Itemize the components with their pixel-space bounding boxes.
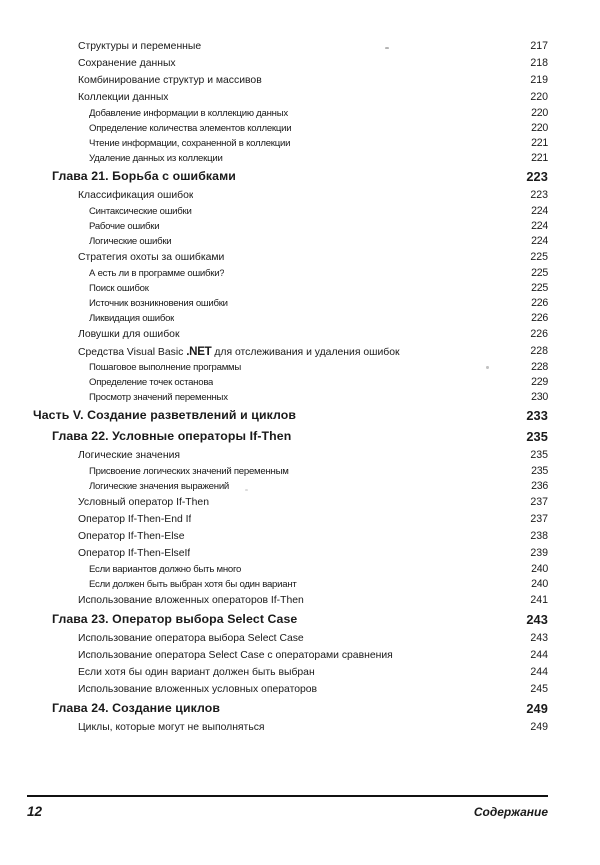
toc-entry-page-number: 221 (531, 137, 548, 149)
footer-page-number: 12 (27, 804, 43, 819)
toc-entry-title: Присвоение логических значений переменным (89, 466, 289, 477)
page-footer (27, 795, 548, 819)
toc-entry[interactable] (0, 464, 600, 479)
toc-entry-title: Удаление данных из коллекции (89, 153, 223, 164)
footer-section-name: Содержание (473, 805, 548, 819)
toc-entry[interactable] (0, 577, 600, 592)
toc-entry-page-number: 241 (530, 594, 548, 606)
toc-entry-title: Если хотя бы один вариант должен быть выбран (78, 667, 315, 678)
toc-entry[interactable] (0, 343, 600, 360)
toc-entry-page-number: 236 (531, 480, 548, 492)
toc-entry[interactable] (0, 72, 600, 89)
toc-entry-title: Определение количества элементов коллекции (89, 123, 292, 134)
toc-entry-page-number: 224 (531, 220, 548, 232)
toc-entry-title: Логические ошибки (89, 236, 172, 247)
toc-entry[interactable] (0, 360, 600, 375)
toc-entry-page-number: 228 (531, 361, 548, 373)
toc-entry-page-number: 249 (530, 721, 548, 733)
toc-entry-title: Ликвидация ошибок (89, 313, 175, 324)
toc-entry-page-number: 225 (530, 251, 548, 263)
toc-entry[interactable] (0, 204, 600, 219)
toc-entry[interactable] (0, 55, 600, 72)
toc-entry[interactable] (0, 698, 600, 719)
toc-entry[interactable] (0, 479, 600, 494)
toc-entry-page-number: 225 (531, 267, 548, 279)
toc-entry-title: Условный оператор If-Then (78, 497, 209, 508)
toc-entry-page-number: 220 (530, 91, 548, 103)
toc-entry[interactable] (0, 281, 600, 296)
toc-entry-page-number: 243 (530, 632, 548, 644)
toc-entry[interactable] (0, 89, 600, 106)
toc-entry[interactable] (0, 528, 600, 545)
toc-entry-page-number: 220 (531, 122, 548, 134)
toc-entry-page-number: 240 (531, 563, 548, 575)
toc-entry[interactable] (0, 630, 600, 647)
toc-entry-title: Просмотр значений переменных (89, 392, 228, 403)
toc-entry-title: Использование вложенных условных операторов (78, 684, 318, 695)
toc-entry-list (0, 38, 600, 736)
toc-entry[interactable] (0, 106, 600, 121)
toc-entry-page-number: 219 (530, 74, 548, 86)
toc-entry[interactable] (0, 390, 600, 405)
toc-entry[interactable] (0, 38, 600, 55)
toc-entry[interactable] (0, 405, 600, 426)
scan-speck-icon (486, 366, 489, 369)
toc-entry-page-number: 235 (526, 429, 548, 444)
toc-entry-title: Оператор If-Then-ElseIf (78, 548, 191, 559)
toc-entry-title: А есть ли в программе ошибки? (89, 268, 225, 279)
toc-entry-page-number: 217 (530, 40, 548, 52)
toc-entry-page-number: 224 (531, 235, 548, 247)
toc-entry-page-number: 233 (526, 408, 548, 423)
toc-entry-page-number: 225 (531, 282, 548, 294)
toc-entry[interactable] (0, 266, 600, 281)
toc-entry[interactable] (0, 511, 600, 528)
toc-entry[interactable] (0, 681, 600, 698)
toc-entry-title: Сохранение данных (78, 58, 176, 69)
toc-entry-title: Логические значения выражений (89, 481, 230, 492)
toc-entry-title: Использование оператора выбора Select Case (78, 633, 304, 644)
toc-entry-title: Классификация ошибок (78, 190, 194, 201)
toc-entry[interactable] (0, 545, 600, 562)
toc-entry-title: Глава 21. Борьба с ошибками (52, 169, 236, 183)
toc-entry-title: Средства Visual Basic .NET для отслеживания и удаления ошибок (78, 345, 400, 358)
toc-entry-title: Чтение информации, сохраненной в коллекции (89, 138, 291, 149)
toc-entry-page-number: 223 (526, 169, 548, 184)
toc-entry[interactable] (0, 375, 600, 390)
toc-entry-page-number: 238 (530, 530, 548, 542)
toc-entry[interactable] (0, 592, 600, 609)
toc-entry[interactable] (0, 121, 600, 136)
toc-entry-title: Если вариантов должно быть много (89, 564, 242, 575)
toc-entry-page-number: 244 (530, 649, 548, 661)
toc-entry-title: Определение точек останова (89, 377, 214, 388)
toc-entry-title: Логические значения (78, 450, 181, 461)
toc-entry-page-number: 230 (531, 391, 548, 403)
toc-entry-title: Если должен быть выбран хотя бы один вариант (89, 579, 297, 590)
toc-entry-page-number: 249 (526, 701, 548, 716)
scan-speck-icon (385, 47, 389, 49)
toc-entry-title: Поиск ошибок (89, 283, 149, 294)
toc-entry[interactable] (0, 187, 600, 204)
toc-entry-page-number: 243 (526, 612, 548, 627)
toc-entry-page-number: 218 (530, 57, 548, 69)
toc-entry[interactable] (0, 609, 600, 630)
toc-entry[interactable] (0, 136, 600, 151)
toc-entry-page-number: 226 (531, 297, 548, 309)
toc-entry[interactable] (0, 447, 600, 464)
toc-entry[interactable] (0, 219, 600, 234)
toc-entry-page-number: 228 (530, 345, 548, 357)
toc-entry-title: Часть V. Создание разветвлений и циклов (33, 408, 297, 422)
toc-entry-page-number: 226 (530, 328, 548, 340)
toc-entry-page-number: 226 (531, 312, 548, 324)
toc-entry-title: Глава 22. Условные операторы If-Then (52, 429, 292, 443)
toc-entry-page-number: 237 (530, 513, 548, 525)
toc-entry-title: Оператор If-Then-End If (78, 514, 192, 525)
toc-entry-page-number: 240 (531, 578, 548, 590)
toc-entry[interactable] (0, 719, 600, 736)
toc-entry-page-number: 244 (530, 666, 548, 678)
toc-entry-title: Использование оператора Select Case с операторами сравнения (78, 650, 393, 661)
toc-entry[interactable] (0, 296, 600, 311)
scan-speck-icon (245, 489, 248, 491)
toc-entry-page-number: 220 (531, 107, 548, 119)
toc-entry-page-number: 224 (531, 205, 548, 217)
toc-entry-page-number: 237 (530, 496, 548, 508)
toc-entry-title: Коллекции данных (78, 92, 169, 103)
toc-entry[interactable] (0, 151, 600, 166)
toc-entry-title: Использование вложенных операторов If-Then (78, 595, 304, 606)
toc-entry-page-number: 229 (531, 376, 548, 388)
toc-entry-page-number: 245 (530, 683, 548, 695)
toc-entry[interactable] (0, 664, 600, 681)
toc-entry-title: Комбинирование структур и массивов (78, 75, 262, 86)
toc-entry-title: Рабочие ошибки (89, 221, 160, 232)
toc-entry-page-number: 235 (531, 465, 548, 477)
toc-entry[interactable] (0, 647, 600, 664)
footer-divider (27, 795, 548, 797)
toc-entry[interactable] (0, 562, 600, 577)
toc-entry[interactable] (0, 326, 600, 343)
toc-entry-title: Глава 24. Создание циклов (52, 701, 221, 715)
toc-entry-title: Пошаговое выполнение программы (89, 362, 242, 373)
toc-entry-title: Добавление информации в коллекцию данных (89, 108, 288, 119)
toc-entry-page-number: 221 (531, 152, 548, 164)
toc-entry-title: Стратегия охоты за ошибками (78, 252, 225, 263)
toc-entry-title: Источник возникновения ошибки (89, 298, 228, 309)
toc-entry[interactable] (0, 426, 600, 447)
dotnet-wordmark: .NET (186, 345, 212, 358)
toc-entry[interactable] (0, 311, 600, 326)
toc-entry[interactable] (0, 234, 600, 249)
toc-entry-title: Глава 23. Оператор выбора Select Case (52, 612, 298, 626)
toc-entry-page-number: 223 (530, 189, 548, 201)
toc-entry[interactable] (0, 166, 600, 187)
toc-entry-title: Оператор If-Then-Else (78, 531, 185, 542)
toc-entry[interactable] (0, 494, 600, 511)
toc-entry[interactable] (0, 249, 600, 266)
footer-row (27, 804, 548, 819)
toc-entry-title: Синтаксические ошибки (89, 206, 192, 217)
toc-entry-page-number: 235 (530, 449, 548, 461)
toc-entry-title: Ловушки для ошибок (78, 329, 180, 340)
toc-entry-page-number: 239 (530, 547, 548, 559)
toc-entry-title: Структуры и переменные (78, 41, 202, 52)
toc-entry-title: Циклы, которые могут не выполняться (78, 722, 265, 733)
